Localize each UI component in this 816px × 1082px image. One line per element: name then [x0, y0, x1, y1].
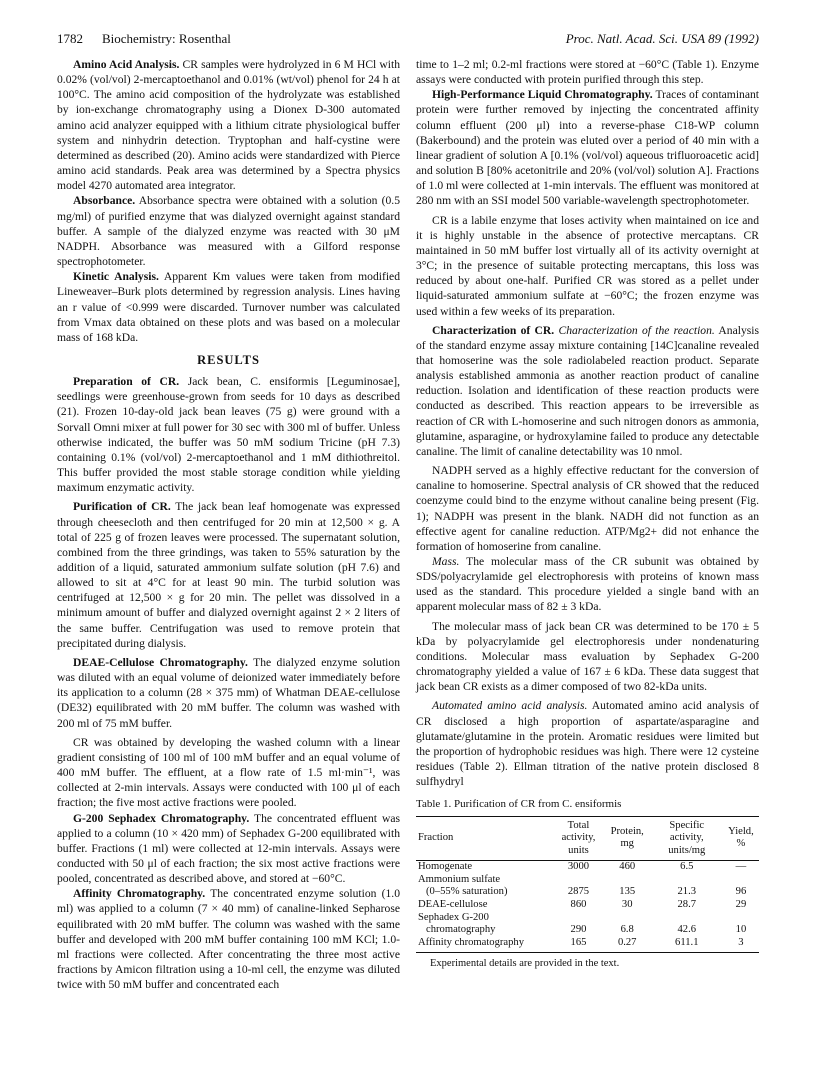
paragraph-nadph: NADPH served as a highly effective reductant for the conversion of canaline to homoserine. Spectral analysis of CR showed that the reduced coenzyme could bind to the enzyme without canaline being present (Fig. 1); NADPH was present in the blank. NADH did not function as an effective agent for canaline reduction. ATP/Mg2+ did not enhance the formation of homoserine from canaline. [416, 464, 759, 553]
paragraph-characterization: Characterization of CR. Characterization of the reaction. Analysis of the standard enzyme assay mixture containing [14C]canaline revealed that homoserine was the sole radiolabeled reaction product. Separate analysis established ammonia as another reaction product of canaline reduction. Isolation and identification of these reaction products were conducted as described. This reaction appears to be irreversible as reaction of CR with L-homoserine and such nitrogen donors as ammonia, glutamine, asparagine, or hydroxylamine failed to produce any detectable canaline. The limit of canaline detectability was 10 nmol. [416, 323, 760, 458]
heading-hplc: High-Performance Liquid Chromatography. [432, 88, 653, 102]
heading-affinity: Affinity Chromatography. [73, 887, 206, 901]
journal-citation: Proc. Natl. Acad. Sci. USA 89 (1992) [565, 31, 759, 46]
table-cell-specific: 21.3 [677, 886, 697, 898]
paragraph-molecular-mass: The molecular mass of jack bean CR was determined to be 170 ± 5 kDa by polyacrylamide gel electrophoresis under nondenaturing conditions. Molecular mass evaluation by Sephadex G-200 chromatography yielded a value of 167 ± 6 kDa. These data suggest that jack bean CR exists as a dimer composed of two 82-kDa units. [416, 619, 759, 694]
table-cell-total: 3000 [567, 861, 590, 873]
paragraph-preparation: Preparation of CR. Jack bean, C. ensiformis [Leguminosae], seedlings were greenhouse-grown from seeds for 10 days as described (21). Frozen 10-day-old jack bean leaves (75 g) were ground with a Sorvall Omni mixer at full power for 30 sec with 300 ml of buffer. Unless otherwise indicated, the buffer was 50 mM sodium Tricine (pH 7.3) containing 0.1% (vol/vol) 2-mercaptoethanol and 1 mM dithiothreitol. This buffer provided the most stable storage condition while yielding maximum enzymatic activity. [57, 375, 401, 495]
paragraph-affinity: Affinity Chromatography. The concentrated enzyme solution (1.0 ml) was applied to a column (7 × 40 mm) of canaline-linked Sepharose equilibrated with 20 mM buffer. The column was washed with the same buffer and developed with 200 mM buffer containing 100 mM KCl; 1.0-ml fractions were collected. After concentrating the three most active fractions by Amicon filtration using a 10-ml cell, the enzyme was diluted twice with 50 mM buffer and concentrated each [57, 887, 400, 992]
table-row [416, 899, 759, 912]
column-header: Total activity, units [553, 816, 604, 861]
table-cell-specific: 28.7 [677, 899, 697, 911]
table-cell-fraction: DEAE-cellulose [418, 899, 488, 911]
running-head: Biochemistry: Rosenthal [102, 31, 231, 46]
table-cell-fraction-sub: (0–55% saturation) [426, 886, 508, 898]
table-cell-protein: 460 [619, 861, 636, 873]
table-cell-yield: 96 [735, 886, 747, 898]
paragraph-deae: DEAE-Cellulose Chromatography. The dialyzed enzyme solution was diluted with an equal volume of deionized water immediately before its application to a column (28 × 375 mm) of Whatman DEAE-cellulose (DE32) equilibrated with 20 mM buffer. The column was washed with 200 ml of 75 mM buffer. [57, 655, 401, 730]
heading-characterization: Characterization of CR. [432, 323, 555, 337]
section-title-results: RESULTS [197, 352, 260, 367]
table-cell-total: 860 [570, 899, 587, 911]
left-column [57, 57, 400, 992]
table-row [416, 874, 759, 887]
table-cell-specific: 6.5 [680, 861, 694, 873]
table-cell-specific: 42.6 [677, 924, 697, 936]
paragraph-amino-acid-analysis: Amino Acid Analysis. CR samples were hydrolyzed in 6 M HCl with 0.02% (vol/vol) 2-mercaptoethanol and 0.01% (wt/vol) phenol for 24 h at 100°C. The amino acid composition of the hydrolyzate was established by ion-exchange chromatography using a Dionex D-300 automated amino acid analyzer equipped with a lithium citrate physiological buffer system and ninhydrin detection. Tryptophan and half-cystine were determined as described (20). Amino acids were standardized with Pierce amino acid standards. Peak area was determined by a Spectra physics model 4270 automated area integrator. [57, 58, 400, 193]
column-header: Yield, % [723, 816, 759, 861]
heading-amino-acid-results: Automated amino acid analysis. [432, 699, 588, 713]
paragraph-mass: Mass. The molecular mass of the CR subunit was obtained by SDS/polyacrylamide gel electrophoresis with proteins of known mass used as the standard. This procedure yielded a single band with an apparent molecular mass of 82 ± 3 kDa. [416, 555, 759, 614]
paragraph-purification: Purification of CR. The jack bean leaf homogenate was expressed through cheesecloth and then centrifuged for 20 min at 12,500 × g. A total of 225 g of frozen leaves were processed. The supernatant solution, combined from the three grindings, was taken to 55% saturation by the addition of a liquid, saturated ammonium sulfate solution (pH 7.6) and allowed to sit at 4°C for at least 90 min. The turbid solution was centrifuged at 12,500 × g for 20 min. The pellet was dissolved in a minimum amount of buffer and dialyzed overnight against 2 × 2 liters of the same buffer. Centrifugation was used to remove protein that precipitated during dialysis. [57, 500, 400, 650]
column-header: Specific activity, units/mg [651, 816, 723, 861]
paragraph-absorbance: Absorbance. Absorbance spectra were obtained with a solution (0.5 mg/ml) of purified enzyme that was dialyzed overnight against standard buffer. A sample of the dialyzed enzyme was reacted with 30 μM NADPH. Absorbance was measured with a Gilford response spectrophotometer. [57, 194, 400, 269]
table-cell-fraction: Ammonium sulfate [418, 873, 501, 885]
table-cell-specific: 611.1 [651, 937, 723, 953]
page-number: 1782 [57, 31, 83, 46]
table-cell-total: 290 [570, 924, 587, 936]
paragraph-stability: CR is a labile enzyme that loses activity when maintained on ice and it is highly unstable in the absence of protective mercaptans. CR maintained in 50 mM buffer lost virtually all of its activity overnight at 3°C; in the presence of suitable protecting mercaptans, this loss was reduced by about one-half. Purified CR was stored as a pellet under liquid-saturated ammonium sulfate at −60°C; the frozen enzyme was used within a few weeks of its preparation. [416, 213, 759, 318]
heading-absorbance: Absorbance. [73, 194, 136, 208]
table-cell-yield: 10 [735, 924, 747, 936]
table-cell-fraction: Affinity chromatography [416, 937, 553, 953]
table-cell-protein: 135 [619, 886, 636, 898]
table-cell-protein: 6.8 [620, 924, 634, 936]
page-header [57, 30, 759, 48]
table-cell-yield: 29 [735, 899, 747, 911]
heading-g200: G-200 Sephadex Chromatography. [73, 811, 250, 825]
table-cell-total: 2875 [567, 886, 590, 898]
purification-table [416, 816, 759, 954]
table-caption: Table 1. Purification of CR from C. ensiformis [416, 798, 622, 811]
heading-mass: Mass. [432, 555, 460, 568]
table-cell-protein: 0.27 [604, 937, 651, 953]
table-cell-fraction: Sephadex G-200 [418, 911, 489, 923]
paragraph-hplc: High-Performance Liquid Chromatography. Traces of contaminant protein were further removed by injecting the concentrated affinity column effluent (200 μl) into a reverse-phase C18-WP column (Bakerbound) and the protein was eluted over a period of 40 min with a linear gradient of solution A [0.1% (vol/vol) aqueous trifluoroacetic acid] and solution B [80% acetonitrile and 20% (vol/vol) solution A]. Fractions of 1.0 ml were collected at 1-min intervals. The effluent was monitored at 280 nm with an SSI model 500 variable-wavelength spectrophotometer. [416, 88, 760, 208]
table-row [416, 861, 759, 874]
table-cell-fraction: Homogenate [418, 861, 473, 873]
table-row [416, 924, 759, 937]
heading-kinetic-analysis: Kinetic Analysis. [73, 270, 159, 284]
heading-amino-acid-analysis: Amino Acid Analysis. [73, 58, 180, 71]
paragraph-gradient: CR was obtained by developing the washed column with a linear gradient consisting of 100 ml of 100 mM buffer and an equal volume of 400 mM buffer. The effluent, at a flow rate of 1.5 ml·min⁻¹, was collected at 2-min intervals. Assays were conducted with 100 μl of each fraction; the five most active fractions were pooled. [57, 735, 400, 810]
table-footnote: Experimental details are provided in the text. [430, 958, 620, 970]
paragraph-kinetic-analysis: Kinetic Analysis. Apparent Km values were taken from modified Lineweaver–Burk plots determined by regression analysis. Lines having an r value of <0.999 were discarded. Turnover number was calculated from Vmax data obtained on these plots and was based on a molecular mass of 168 kDa. [57, 270, 400, 344]
table-row [416, 886, 759, 899]
column-header: Fraction [416, 816, 553, 861]
paragraph-amino-acid-results: Automated amino acid analysis. Automated amino acid analysis of CR disclosed a high proportion of aspartate/asparagine and glutamate/glutamine in the protein. Aromatic residues were limited but the proportion of hydrophobic residues was high. There were 12 cysteine residues (Table 2). Ellman titration of the native protein disclosed 8 sulfhydryl [416, 699, 759, 789]
table-cell-fraction-sub: chromatography [426, 924, 496, 936]
column-header: Protein, mg [604, 816, 651, 861]
paragraph-g200: G-200 Sephadex Chromatography. The concentrated effluent was applied to a column (10 × 420 mm) of Sephadex G-200 equilibrated with buffer. Fractions (1 ml) were collected at 12-min intervals. Assays were conducted with 50 μl of each fraction; the six most active fractions were pooled, concentrated as described above, and stored at −60°C. [57, 811, 400, 886]
subheading-reaction: Characterization of the reaction. [554, 323, 715, 337]
paragraph-continued: time to 1–2 ml; 0.2-ml fractions were stored at −60°C (Table 1). Enzyme assays were conducted with protein purified through this step. [416, 58, 759, 87]
table-cell-total: 165 [553, 937, 604, 953]
table-row [416, 937, 759, 953]
heading-purification: Purification of CR. [73, 500, 171, 514]
table-header-row [416, 816, 759, 861]
table-cell-protein: 30 [621, 899, 633, 911]
heading-deae: DEAE-Cellulose Chromatography. [73, 655, 248, 669]
heading-preparation: Preparation of CR. [73, 375, 180, 389]
table-cell-yield: 3 [723, 937, 759, 953]
table-row [416, 912, 759, 925]
table-cell-yield: — [735, 861, 747, 873]
right-column [416, 57, 759, 972]
